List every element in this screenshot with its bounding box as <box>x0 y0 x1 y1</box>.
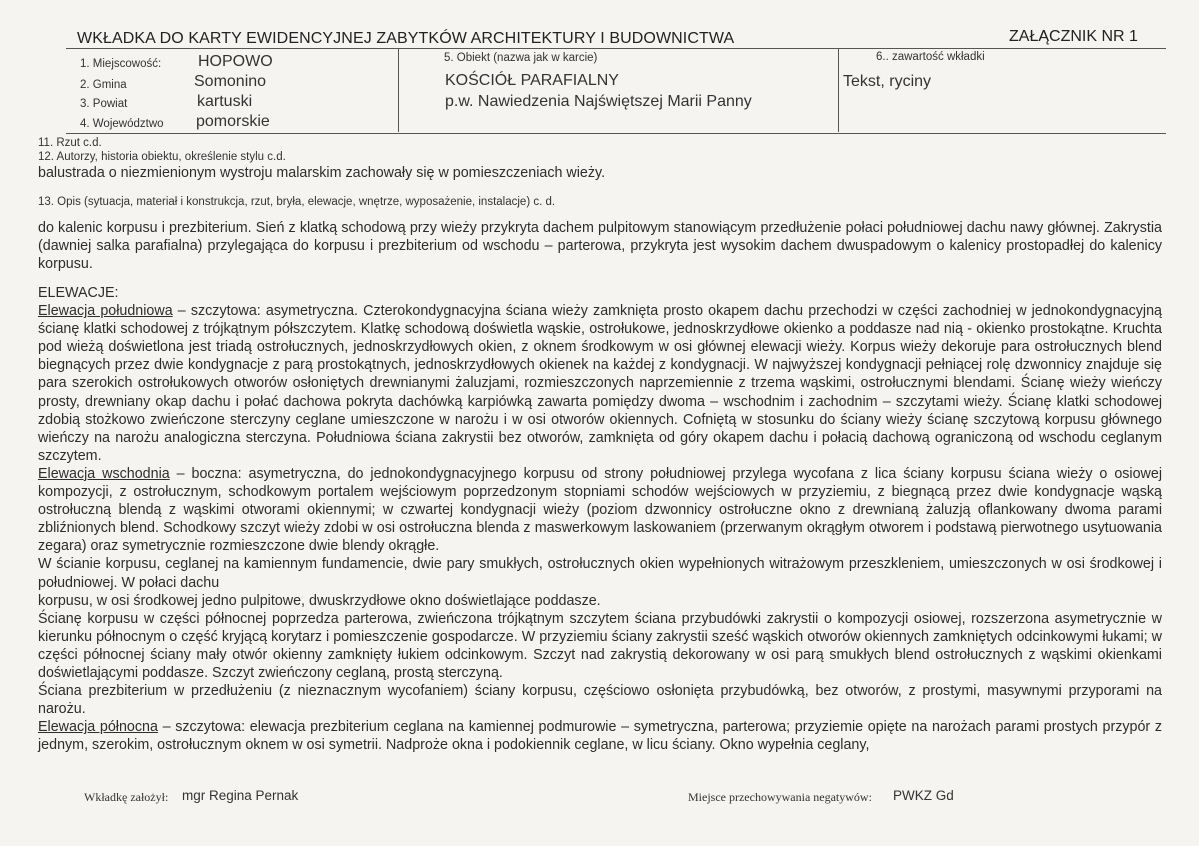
section-11-label: 11. Rzut c.d. <box>38 137 102 149</box>
object-dedication: p.w. Nawiedzenia Najświętszej Marii Panny <box>445 93 752 110</box>
nave-wall-paragraph-3: Ścianę korpusu w części północnej poprzedza parterowa, zwieńczona trójkątnym szczytem ściana przybudówki zakrystii o kompozycji osiowej, rozszerzona asymetrycznie w kierunku północnym o część kryjącą korytarz i pomieszczenie gospodarcze. W przyziemiu ściany zakrystii sześć wąskich otworów okiennych zamkniętych odcinkowymi łukami; w części północnej ściany mały otwór okienny zamknięty łukiem odcinkowym. Szczyt nad zakrystią dekorowany w osi parą smukłych blend ostrołucznych z wąskimi okienkami doświetlającymi poddasze. Szczyt zwieńczony ceglaną, prostą sterczyną. <box>38 610 1162 681</box>
county-value: kartuski <box>197 93 253 110</box>
frame-divider-1 <box>398 48 399 132</box>
east-elevation-text: – boczna: asymetryczna, do jednokondygnacyjnego korpusu od strony południowej przylega wycofana z lica ściany korpusu ściana wieży o osiowej kompozycji, z ostrołucznym, schodkowym portalem wejściowym poprzedzonym stopniami schodów wejściowych w przyziemiu, z biegnącą przez dwie kondygnacje wąską ostrołuczną blendą z wąskimi otworami okiennymi; w czwartej kondygnacji wieży (poziom dzwonnicy ostrołuczne okno z drewnianą żaluzją oflankowany dwoma parami zbliźnionych blend. Schodkowy szczyt wieży zdobi w osi ostrołuczna blenda z maswerkowym laskowaniem (przerwanym okrągłym otworem i podstawą pierwotnego usytuowania zegara) oraz symetrycznie rozmieszczone dwie blendy okrągłe. <box>38 465 1162 555</box>
presbytery-paragraph: Ściana prezbiterium w przedłużeniu (z nieznacznym wycofaniem) ściany korpusu, częściowo osłonięta przybudówką, bez otworów, z prostymi, masywnymi przyporami na narożu. <box>38 683 1162 718</box>
commune-label: 2. Gmina <box>80 79 127 91</box>
author-value: mgr Regina Pernak <box>182 788 299 803</box>
object-name: KOŚCIÓŁ PARAFIALNY <box>445 72 619 89</box>
east-elevation-heading: Elewacja wschodnia <box>38 465 170 482</box>
locality-value: HOPOWO <box>198 53 273 70</box>
voivodeship-label: 4. Województwo <box>80 118 164 130</box>
section-12-text: balustrada o niezmienionym wystroju malarskim zachowały się w pomieszczeniach wieży. <box>38 165 606 181</box>
section-13-label: 13. Opis (sytuacja, materiał i konstrukcja, rzut, bryła, elewacje, wnętrze, wyposażenie, instalacje) c. d. <box>38 196 556 208</box>
negatives-storage-value: PWKZ Gd <box>893 788 954 803</box>
contents-value: Tekst, ryciny <box>843 73 932 90</box>
east-elevation-paragraph <box>38 465 1162 555</box>
locality-label: 1. Miejscowość: <box>80 58 162 70</box>
document-title: WKŁADKA DO KARTY EWIDENCYJNEJ ZABYTKÓW ARCHITEKTURY I BUDOWNICTWA <box>77 30 735 47</box>
south-elevation-text: – szczytowa: asymetryczna. Czterokondygnacyjna ściana wieży zamknięta prosto okapem dachu przechodzi w części zachodniej w jednokondygnacyjną ścianę klatki schodowej z trójkątnym półszczytem. Klatkę schodową doświetla wąskie, ostrołukowe, jednoskrzydłowe okienko a poddasze nad nią - okienko prostokątne. Kruchta pod wieżą doświetlona jest triadą ostrołucznych, jednoskrzydłowych okien, z oknem środkowym w osi głównej elewacji wieży. Korpus wieży dekoruje para ostrołucznych blend biegnących przez dwie kondygnacje z parą prostokątnych, jednoskrzydłowych okienek na każdej z kondygnacji. W najwyższej kondygnacji pełniącej rolę dzwonnicy znajduje się para szerokich ostrołukowych otworów osłoniętych drewnianymi żaluzjami, rozmieszczonych naprzemiennie z trzema wąskimi, ostrołucznymi blendami. Ścianę wieży wieńczy prosty, drewniany okap dachu i połać dachowa pokryta dachówką karpiówką zawarta pomiędzy dwoma – wschodnim i zachodnim – szczytami wieży. Ścianę klatki schodowej zdobią stożkowo zwieńczone sterczyny ceglane umieszczone w narożu i w osi otworów okiennych. Cofniętą w stosunku do ściany wieży ścianę szczytową korpusu głównego wieńczy na narożu analogiczna sterczyna. Południowa ściana zakrystii bez otworów, zamknięta od góry okapem dachu i połacią dachową ograniczoną od wschodu ceglanym szczytem. <box>38 303 1162 464</box>
section-12-label: 12. Autorzy, historia obiektu, określenie stylu c.d. <box>38 151 286 163</box>
annex-number: ZAŁĄCZNIK NR 1 <box>1009 28 1138 45</box>
negatives-storage-label: Miejsce przechowywania negatywów: <box>688 790 872 804</box>
north-elevation-heading: Elewacja północna <box>38 719 158 736</box>
nave-wall-paragraph-2: korpusu, w osi środkowej jedno pulpitowe, dwuskrzydłowe okno doświetlające poddasze. <box>38 592 601 609</box>
description-paragraph: do kalenic korpusu i prezbiterium. Sień z klatką schodową przy wieży przykryta dachem pulpitowym stanowiącym przedłużenie połaci południowej dachu nawy głównej. Zakrystia (dawniej salka parafialna) przylegająca do korpusu i prezbiterium od wschodu – parterowa, przykryta jest wysokim dachem dwuspadowym o kalenicy prostopadłej do kalenicy korpusu. <box>38 220 1162 273</box>
nave-wall-paragraph-1: W ścianie korpusu, ceglanej na kamiennym fundamencie, dwie pary smukłych, ostrołucznych okien wypełnionych witrażowym przeszkleniem, umieszczonych w osi środkowej i południowej. W połaci dachu <box>38 556 1162 591</box>
description-block-2 <box>38 284 1162 754</box>
elevations-heading: ELEWACJE: <box>38 285 119 301</box>
north-elevation-text: – szczytowa: elewacja prezbiterium ceglana na kamiennej podmurowie – symetryczna, parterowa; przyziemie opięte na narożach parami prostych przypór z jednym, szerokim, ostrołucznym oknem w osi symetrii. Nadproże okna i podokiennik ceglane, w licu ściany. Okno wypełnia ceglany, <box>38 719 1162 754</box>
contents-label: 6.. zawartość wkładki <box>876 51 985 63</box>
north-elevation-paragraph <box>38 718 1162 754</box>
frame-divider-2 <box>838 48 839 132</box>
voivodeship-value: pomorskie <box>196 113 270 130</box>
county-label: 3. Powiat <box>80 98 128 110</box>
description-block-1 <box>38 219 1162 273</box>
commune-value: Somonino <box>194 73 267 90</box>
author-label: Wkładkę założył: <box>84 790 169 804</box>
south-elevation-heading: Elewacja południowa <box>38 303 173 320</box>
south-elevation-paragraph <box>38 302 1162 465</box>
object-label: 5. Obiekt (nazwa jak w karcie) <box>444 52 598 64</box>
